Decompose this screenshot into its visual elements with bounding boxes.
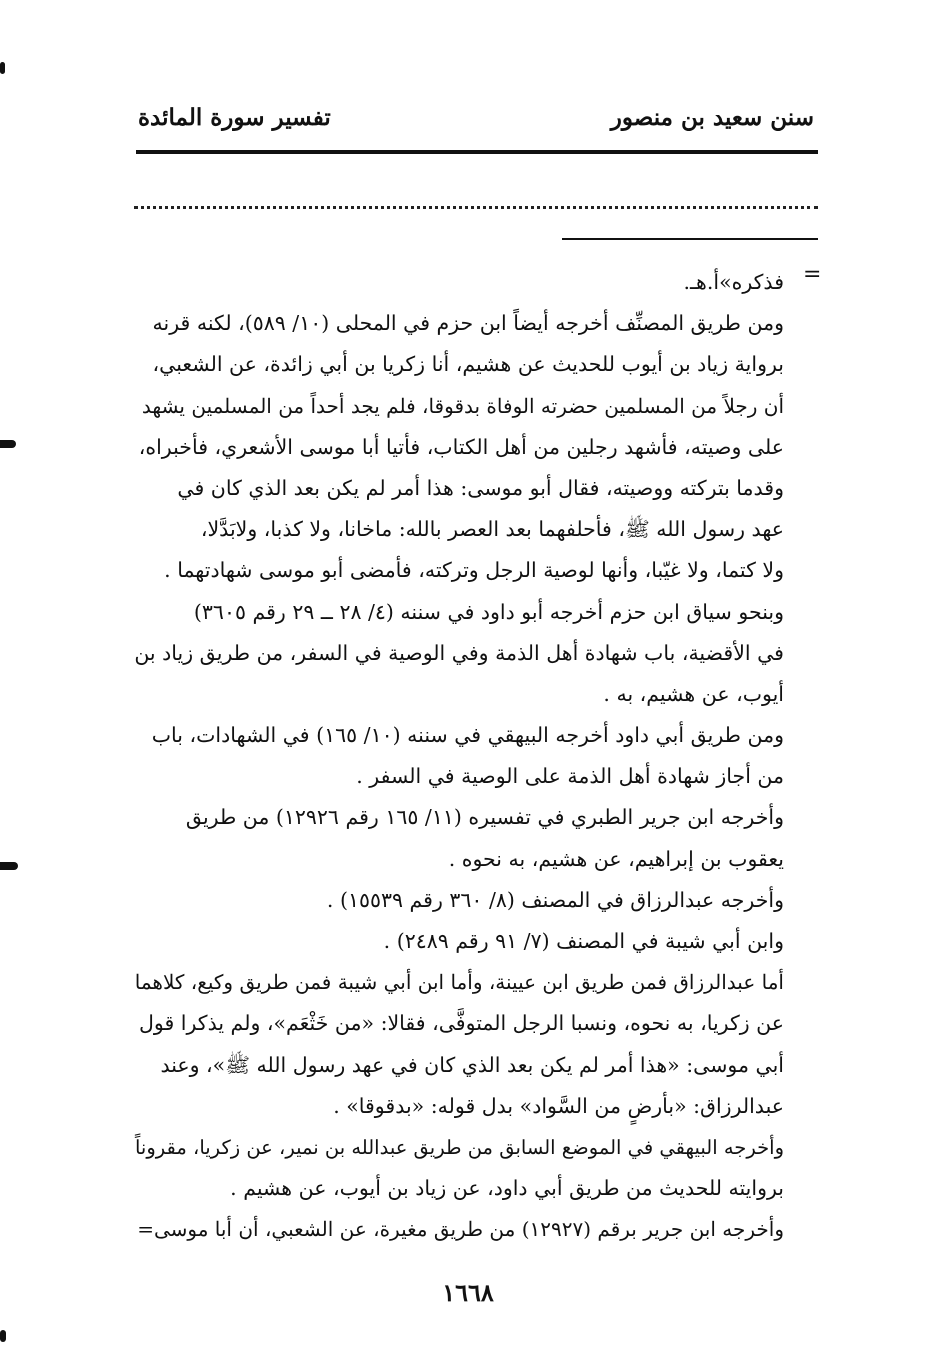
footnote-line: ومن طريق المصنِّف أخرجه أيضاً ابن حزم في المحلى (١٠/ ٥٨٩)، لكنه قرنه <box>152 311 784 336</box>
footnote-line: فذكره»أ.هـ. <box>683 270 784 294</box>
footnote-line: عن زكريا، به نحوه، ونسبا الرجل المتوفَّى، فقالا: «من خَثْعَم»، ولم يذكرا قول <box>139 1011 784 1036</box>
footnote-line: يعقوب بن إبراهيم، عن هشيم، به نحوه . <box>448 846 784 871</box>
footnote-line: برواية زياد بن أيوب للحديث عن هشيم، أنا زكريا بن أبي زائدة، عن الشعبي، <box>152 352 784 377</box>
footnote-line: أما عبدالرزاق فمن طريق ابن عيينة، وأما ابن أبي شيبة فمن طريق وكيع، كلاهما <box>134 970 784 995</box>
footnote-line: عبدالرزاق: «بأرضٍ من السَّواد» بدل قوله: «بدقوقا» . <box>333 1093 784 1118</box>
footnote-separator <box>562 238 818 240</box>
footnote-line: وقدما بتركته ووصيته، فقال أبو موسى: هذا أمر لم يكن بعد الذي كان في <box>177 475 784 500</box>
page-number: ١٦٦٨ <box>442 1278 494 1307</box>
footnote-line: أيوب، عن هشيم، به . <box>603 681 784 706</box>
footnote-line: وأخرجه ابن جرير الطبري في تفسيره (١١/ ١٦٥ رقم ١٢٩٢٦) من طريق <box>185 805 784 830</box>
footnote-line: أن رجلاً من المسلمين حضرته الوفاة بدقوقا، فلم يجد أحداً من المسلمين يشهد <box>141 393 784 418</box>
main-text-dotted-separator <box>134 206 818 209</box>
footnote-line: على وصيته، فأشهد رجلين من أهل الكتاب، فأتيا أبا موسى الأشعري، فأخبراه، <box>138 434 784 459</box>
footnote-line: وابن أبي شيبة في المصنف (٧/ ٩١ رقم ٢٤٨٩) . <box>383 929 784 953</box>
footnote-line: وبنحو سياق ابن حزم أخرجه أبو داود في سننه (٤/ ٢٨ ــ ٢٩ رقم ٣٦٠٥) <box>193 599 784 624</box>
footnote-line: بروايته للحديث من طريق أبي داود، عن زياد بن أيوب، عن هشيم . <box>230 1176 784 1201</box>
continuation-mark: = <box>803 262 822 287</box>
running-header-section-title: تفسير سورة المائدة <box>138 104 331 131</box>
footnote-line: وأخرجه عبدالرزاق في المصنف (٨/ ٣٦٠ رقم ١٥٥٣٩) . <box>326 887 784 912</box>
scan-edge-mark <box>0 440 16 448</box>
running-header-book-title: سنن سعيد بن منصور <box>610 104 814 131</box>
scan-edge-mark <box>0 62 5 74</box>
footnote-line: عهد رسول الله ﷺ، فأحلفهما بعد العصر بالله: ماخانا، ولا كذبا، ولابَدَّلا، <box>200 517 784 542</box>
footnote-line: ولا كتما، ولا غيّبا، وأنها لوصية الرجل وتركته، فأمضى أبو موسى شهادتهما . <box>164 558 784 583</box>
header-rule <box>136 150 818 154</box>
footnote-line: في الأقضية، باب شهادة أهل الذمة وفي الوصية في السفر، من طريق زياد بن <box>134 640 784 665</box>
footnote-line: وأخرجه ابن جرير برقم (١٢٩٢٧) من طريق مغيرة، عن الشعبي، أن أبا موسى= <box>137 1217 784 1242</box>
scan-edge-mark <box>0 862 18 870</box>
footnote-line: من أجاز شهادة أهل الذمة على الوصية في السفر . <box>356 764 784 789</box>
footnote-line: وأخرجه البيهقي في الموضع السابق من طريق عبدالله بن نمير، عن زكريا، مقروناً <box>134 1135 784 1159</box>
footnote-line: أبي موسى: «هذا أمر لم يكن بعد الذي كان في عهد رسول الله ﷺ»، وعند <box>160 1052 784 1077</box>
scan-edge-mark <box>0 1330 6 1342</box>
footnote-line: ومن طريق أبي داود أخرجه البيهقي في سننه (١٠/ ١٦٥) في الشهادات، باب <box>151 723 784 748</box>
footnote-block <box>130 262 784 1251</box>
